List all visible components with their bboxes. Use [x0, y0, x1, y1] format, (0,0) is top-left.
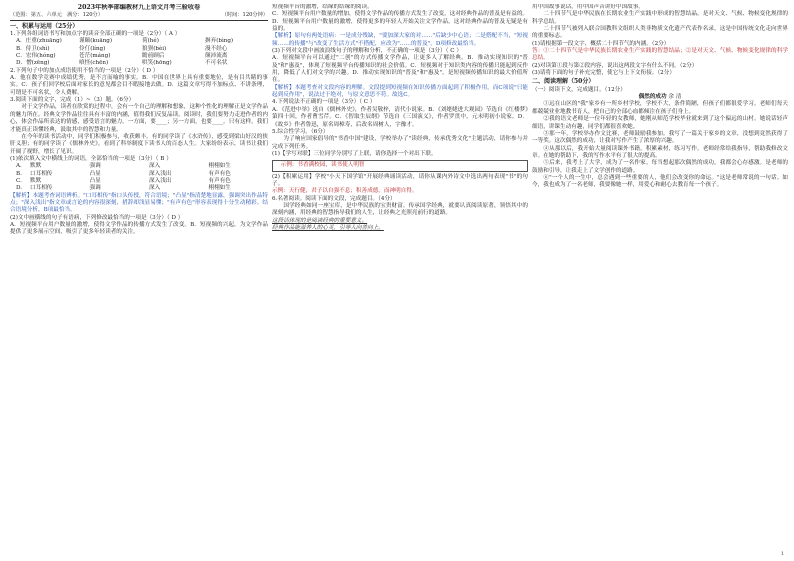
q1-option-cell: B．侍卫(shì) — [16, 45, 50, 52]
column-middle — [272, 4, 528, 557]
q4-options: A．《范进中举》选自《儒林外史》，作者吴敬梓，清代小说家。B．《刘姥姥进大观园》节选自《红楼梦》第四十回，作者曹雪芹。C．《智取生辰纲》节选自《三国演义》，作者罗贯中，元末明初小说家。D．《故乡》作者鲁迅，原名周樟寿，后改名周树人，字豫才。 — [272, 106, 528, 128]
q3-table-cell: 强调 — [89, 163, 101, 170]
q5-answer-box: 示例：书香满校园，读书使人明智 — [272, 160, 528, 171]
q3-options-table — [10, 163, 268, 192]
paragraph-1: 二十四节气是中华民族在长期农业生产实践中形成的智慧结晶，是对天文、气候、物候变化规律的科学总结。 — [532, 11, 788, 25]
question-5: 5.综合性学习。（6分） — [272, 128, 329, 135]
story-paragraph: ③那一年，学校举办作文比赛，老师鼓励我参加。我写了一篇关于家乡的文章，没想到竟然获得了一等奖。这次偶然的成功，让我对写作产生了浓厚的兴趣。 — [532, 130, 788, 145]
continued-text: 短视频平台的激增，结缘的结缘的阅读。 — [272, 4, 373, 10]
q1-option-cell: 苍茫(máng) — [79, 53, 111, 60]
question-1: 1.下列各组词语书写和加点字的读音全部正确的一项是（2分）（ A ） — [10, 31, 181, 38]
q3-table-cell: 有声有色 — [208, 170, 231, 177]
question-3-1: (1)依次填入文中横线上的词语，全部恰当的一项是（3分）（ B ） — [10, 155, 172, 162]
q3-table-cell: 强调 — [89, 185, 101, 192]
column-left — [10, 4, 268, 557]
q2-options: A．他在数学竞赛中成绩优秀，是不言而喻的事实。B．中国在世界上具有重要地位，是有目共睹的事实。C．孩子们回学校后面对家长的意见都会目不暇接地去做。D．这篇文章写得不加标点、不讲条理，可谓是不可名状，令人费解。 — [10, 75, 268, 96]
q1-option-cell: 摒弃(bìng) — [205, 38, 234, 45]
story-paragraph: ①远在山区的"我"家乡有一所乡村学校，学校不大，条件简陋，但孩子们都很爱学习。老师们每天都兢兢业业地教书育人，把自己的全部心血都倾注在孩子们身上。 — [532, 101, 788, 115]
reading-sub-heading: （一）阅读下文，完成题目。（12分） — [532, 86, 626, 93]
story-title-text: 偶然的成功 — [638, 94, 667, 101]
answer-7: 答：①二十四节气是中华民族长期农业生产实践的智慧结晶；②是对天文、气候、物候变化规律的科学总结。 — [532, 48, 788, 62]
story-paragraph: ④从那以后，我开始大量阅读课外书籍，积累素材，练习写作。老师经常给我指导，帮助我修改文章。在她的帮助下，我的写作水平有了很大的提高。 — [532, 145, 788, 159]
story-body — [532, 101, 788, 189]
q1-option-cell: 狼狈(bèi) — [142, 45, 167, 52]
q3-table-cell: B. — [16, 170, 22, 177]
page-number: 1 — [780, 551, 784, 557]
option-c: C．短视频平台用户数量的增加，使得文学作品的传播方式发生了改变，这对经典作品的普及是有益的。 — [272, 11, 528, 18]
q5-answer: 示例：天行健，君子以自强不息；积善成德，而神明自得。 — [272, 188, 418, 195]
analysis-2: 【解析】本题考查对文段内容的理解。文段提到短视频在知识传播方面起到了积极作用，而C项说"只能起到反作用"，说法过于绝对，与原文意思不符。故选C。 — [272, 84, 528, 99]
q3-table-cell: C. — [16, 177, 22, 184]
q3-table-cell: 凸显 — [89, 177, 101, 184]
q1-option-cell: 瞻前顾后 — [142, 53, 165, 60]
q1-option-cell: C．宏伟(hóng) — [16, 53, 56, 60]
q3-table-cell: 口耳相传 — [30, 170, 53, 177]
handwritten-line-1: 这段话体现的是阅读经典的重要意义。 — [272, 217, 368, 224]
q5-2: (2)【积累运用】学校"小天下国学馆"开展经典诵读活动，请你从课内外诗文中选出两句表现"书"的句子。 — [272, 173, 528, 187]
q3-3-options: A．短视频平台可以通过"二创"的方式传播文学作品，让更多人了解经典。B．推动实现知识的"普及"和"惠及"，体现了短视频平台传播知识的社会价值。C．短视频对于知识类内容的传播只能起到反作用，降低了人们对文学的兴趣。D．推动实现知识的"普及"和"惠及"，是短视频传播知识的最大价值所在。 — [272, 55, 528, 84]
exam-time: （时间：120分钟） — [221, 12, 268, 19]
q3-2-options: A．短视频平台用户数量的激增，使得文学作品的传播方式发生了改变。B．短视频的兴起，为文学作品提供了更多展示空间，吸引了更多年轻读者的关注。 — [10, 221, 268, 236]
question-3: 3.阅读下面的文字，完成（1）~（3）题。（6分） — [10, 97, 135, 104]
q1-option-cell: 不可名状 — [205, 60, 228, 67]
analysis-1: 【解析】原句有两处语病：一是成分残缺，"要加深大家的对……"后缺少中心语；二是搭配不当，"短视频……的传播"与"改变了生活方式"不搭配，应改为"……的普及"。D项修改最恰当。 — [272, 33, 528, 47]
question-7-2: (2)对读第①段与第②段内容，说出这两段文字有什么不同。（2分） — [532, 62, 698, 69]
exam-page — [6, 4, 790, 557]
q3-table-cell: A. — [16, 163, 22, 170]
question-7-3: (3)请将下面的句子补充完整，使它与上下文衔接。（2分） — [532, 70, 675, 77]
q3-passage: 对于文学作品，读者在欣赏的过程中，会有一个自己的理解和想象，这种个性化的理解正是文学作品的魅力所在。经典文学作品往往具有丰富的内涵，值得我们反复品读。阅读时，我们要努力走进作者的内心，体会作品所表达的情感，感受语言的魅力。一方面，要____；另一方面，也要____。只有这样，我们才能真正读懂经典，汲取其中的智慧和力量。 — [10, 104, 268, 133]
q3-table-cell: 默默 — [30, 163, 42, 170]
q1-option-cell: 漫不经心 — [205, 45, 228, 52]
q3-passage-2: 在今年的读书活动中，同学们积极参与，收获颇丰。有的同学读了《水浒传》，感受到梁山好汉的侠肝义胆；有的同学读了《儒林外史》，看到了科举制度下读书人的百态人生。大家纷纷表示，读书让我们开阔了视野，增长了见识。 — [10, 133, 268, 155]
question-7-1: (1)请根据第一段文字，概括二十四节气的内涵。（2分） — [532, 40, 670, 47]
column-right — [532, 4, 788, 557]
question-6: 6.名著阅读。阅读下面的文段，完成题目。（4分） — [272, 195, 396, 202]
question-3-3: (3)下列对文段中画波浪线句子的理解和分析，不正确的一项是（3分）（ C ） — [272, 48, 462, 55]
question-4: 4.下列说法不正确的一项是（3分）（ C ） — [272, 99, 376, 106]
q3-table-cell: 栩栩如生 — [208, 163, 231, 170]
q5-1: (1)【学写对联】三位同学分别写了上联，请你选择一个对出下联。 — [272, 150, 437, 157]
section-heading-reading: 二、阅读理解（50分） — [532, 78, 595, 86]
story-paragraph: ⑤后来，我考上了大学，成为了一名作家。每当想起那次偶然的成功，我都会心存感激。是老师的鼓励和引导，让我走上了文学创作的道路。 — [532, 160, 788, 174]
q1-options — [10, 38, 268, 67]
question-2: 2.下列句子中的加点成语使用不恰当的一项是（2分）（ D ） — [10, 67, 159, 74]
q1-option-cell: 伶仃(líng) — [79, 45, 106, 52]
q1-option-cell: A．庄重(zhuāng) — [16, 38, 62, 45]
exam-info — [10, 12, 268, 20]
q1-option-cell: 谨颐(kuāng) — [79, 38, 113, 45]
section-heading: 一、积累与运用（25分） — [10, 22, 79, 30]
q3-table-cell: 口耳相传 — [30, 185, 53, 192]
story-author: 余 清 — [668, 94, 682, 101]
q3-table-cell: 凸显 — [89, 170, 101, 177]
q1-option-cell: 哄笑(hōng) — [142, 60, 172, 67]
q3-table-cell: 栩栩如生 — [208, 185, 231, 192]
q3-table-cell: D. — [16, 185, 23, 192]
q3-table-cell: 深入 — [149, 163, 161, 170]
q3-table-cell: 有声有色 — [208, 177, 231, 184]
handwritten-line-2: 经典作品能滋养人的心灵，引导人向善向上。 — [272, 224, 384, 231]
q5-text: 为了响应国家倡导的"书香中国"建设，学校举办了"读经典，传承优秀文化"主题活动，请你参与并完成下列任务。 — [272, 136, 528, 150]
q1-option-cell: 嗔怪(chēn) — [79, 60, 109, 67]
question-3-2: (2)文中画横线的句子有语病，下列修改最恰当的一项是（3分）（ D ） — [10, 214, 184, 221]
q3-table-cell: 深入浅出 — [149, 170, 172, 177]
q1-option-cell: 颠沛流离 — [205, 53, 228, 60]
q6-text: 国学经典如同一座宝库，是中华民族的宝贵财富。传承国学经典，就要认真阅读原著，领悟其中的深刻内涵，用经典的智慧指导我们的人生，让经典之光照亮前行的道路。 — [272, 202, 528, 217]
q1-option-cell: D．憎(zēng) — [16, 60, 50, 67]
q3-table-cell: 深入浅出 — [149, 177, 172, 184]
story-paragraph: ②我的语文老师是一位年轻的女教师，她刚从师范学校毕业就来到了这个偏远的山村。她说话轻声细语，讲课生动有趣，同学们都很喜欢她。 — [532, 116, 788, 130]
option-d: D．短视频平台用户数量的激增，使得更多的年轻人开始关注文学作品，这对经典作品的普及无疑是有益的。 — [272, 18, 528, 33]
exam-title: 2023年秋季部编教材九上语文月考三验收卷 — [77, 4, 201, 11]
q3-table-cell: 默默 — [30, 177, 42, 184]
exam-scope: （范围：第五、六单元 满分：120分） — [10, 12, 103, 19]
paragraph-2: 二十四节气被列入联合国教科文组织人类非物质文化遗产代表作名录，这是中国传统文化走向世界的重要标志。 — [532, 26, 788, 40]
q1-option-cell: 荷(hé) — [142, 38, 159, 45]
q3-table-cell: 深入 — [149, 185, 161, 192]
q3-analysis: 【解析】本题考查词语辨析。"口耳相传"指口头传授，符合语境；"凸显"指清楚地显露，强调突出作品特点；"深入浅出"指文章或言论的内容很深刻，措辞却浅显易懂；"有声有色"形容表现得十分生动精彩。结合语境分析，B项最恰当。 — [10, 192, 268, 214]
continued-text: 用中国故事说话，用中国声音讲好中国故事。 — [532, 4, 644, 10]
story-paragraph: ⑥"一个人的一生中，总会遇到一些重要的人，他们会改变你的命运。"这是老师常说的一句话。如今，我也成为了一名老师，我要像她一样，用爱心和耐心去教育每一个孩子。 — [532, 174, 788, 189]
